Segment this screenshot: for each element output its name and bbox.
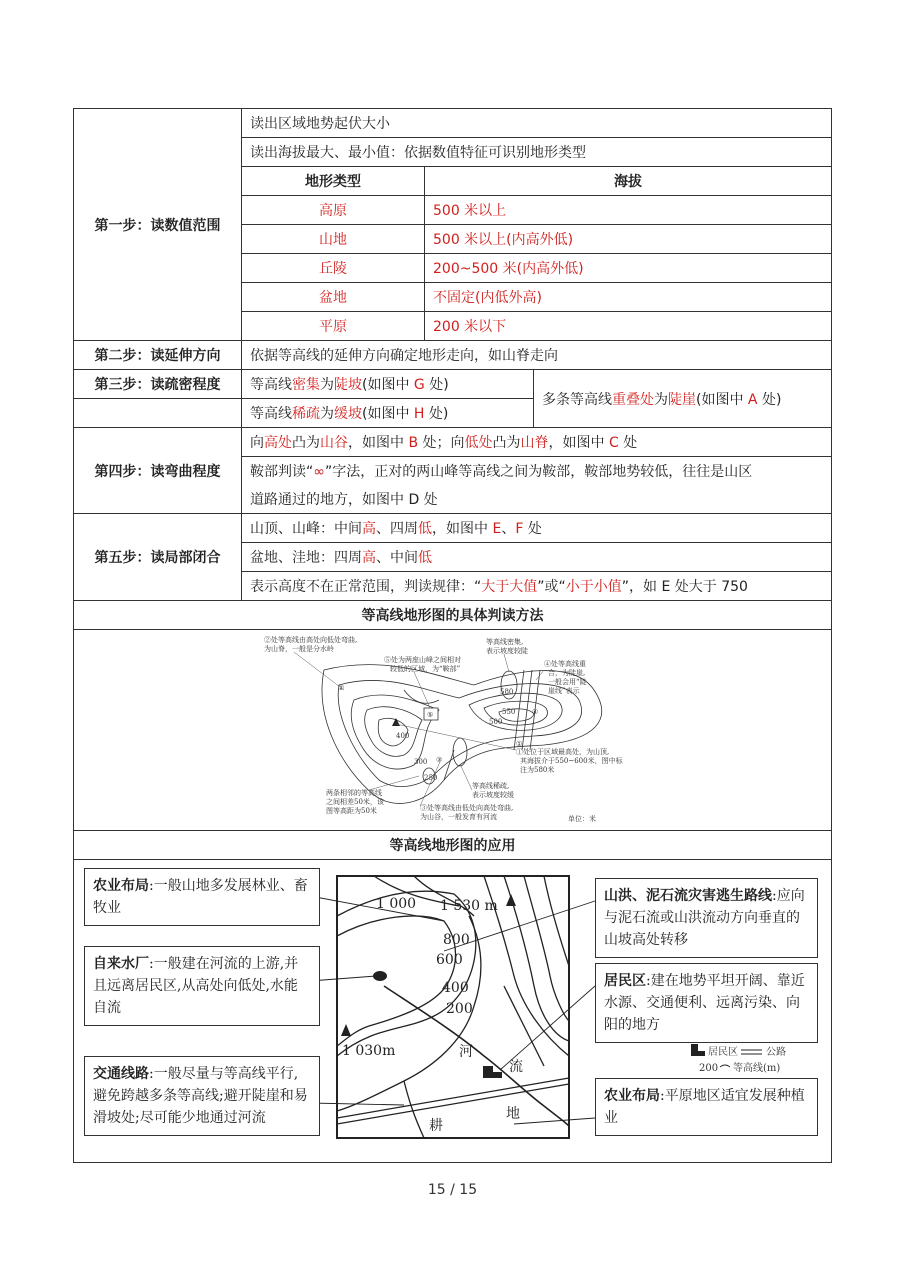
- step5-line3: 表示高度不在正常范围，判读规律：“大于大值”或“小于小值”，如 E 处大于 750: [242, 572, 832, 601]
- contour-label-200: 200: [446, 1001, 473, 1017]
- svg-text:注为580米: 注为580米: [520, 766, 555, 774]
- legend-road: 公路: [766, 1047, 786, 1058]
- svg-text:图等高距为50米: 图等高距为50米: [326, 807, 377, 815]
- section-title-reading-methods: 等高线地形图的具体判读方法: [74, 601, 832, 630]
- svg-text:崖线”表示: 崖线”表示: [548, 687, 580, 695]
- step5-line2: 盆地、洼地：四周高、中间低: [242, 543, 832, 572]
- contour-num: 400: [396, 732, 410, 740]
- svg-text:合，为陡崖,: 合，为陡崖,: [548, 669, 586, 677]
- figure1-cell: [74, 630, 832, 831]
- river-label-liu: 流: [509, 1059, 523, 1075]
- terrain-altitude: 200~500 米(内高外低): [425, 254, 832, 283]
- peak-label-1030: 1 030m: [342, 1043, 396, 1059]
- contour-label-400: 400: [442, 980, 469, 996]
- contour-num: 580: [500, 688, 514, 696]
- step3-steep-slope: 等高线密集为陡坡(如图中 G 处): [242, 370, 534, 399]
- step3-label: 第三步：读疏密程度: [74, 370, 242, 399]
- step4-line2: 鞍部判读“∞”字法，正对的两山峰等高线之间为鞍部，鞍部地势较低，往往是山区: [242, 457, 832, 486]
- svg-text:其海拔介于550~600米，图中标: 其海拔介于550~600米，图中标: [520, 757, 623, 765]
- section-title-applications: 等高线地形图的应用: [74, 831, 832, 860]
- terrain-type: 盆地: [242, 283, 425, 312]
- contour-num: 250: [424, 774, 438, 782]
- terrain-type: 高原: [242, 196, 425, 225]
- legend-residential: 居民区: [708, 1047, 738, 1058]
- svg-text:一般会用“陡: 一般会用“陡: [548, 678, 587, 686]
- svg-text:单位：米: 单位：米: [568, 815, 596, 823]
- farmland-label-geng: 耕: [429, 1118, 443, 1134]
- svg-text:④处等高线重: ④处等高线重: [544, 660, 586, 668]
- terrain-altitude: 500 米以上: [425, 196, 832, 225]
- step2-text: 依据等高线的延伸方向确定地形走向，如山脊走向: [242, 341, 832, 370]
- terrain-type: 丘陵: [242, 254, 425, 283]
- mark-4: ④: [532, 708, 539, 716]
- contour-reading-figure: [74, 630, 830, 826]
- svg-text:②处等高线由高处向低处弯曲,: ②处等高线由高处向低处弯曲,: [264, 636, 358, 644]
- mark-5: ⑤: [427, 711, 434, 719]
- svg-text:①处位于区域最高处，为山顶,: ①处位于区域最高处，为山顶,: [516, 748, 610, 756]
- terrain-type: 山地: [242, 225, 425, 254]
- contour-label-1530: 1 530 m: [440, 898, 498, 914]
- step3-blank: [74, 399, 242, 428]
- svg-text:之间相差50米，该: 之间相差50米，该: [326, 798, 384, 806]
- agri-layout-plain-box: 农业布局:平原地区适宜发展种植业: [595, 1078, 818, 1136]
- mark-1: ①: [516, 740, 523, 748]
- terrain-type-header: 地形类型: [242, 167, 425, 196]
- legend-contour-value: 200: [699, 1063, 719, 1074]
- svg-text:⑤处为两座山峰之间相对: ⑤处为两座山峰之间相对: [384, 656, 461, 664]
- step1-label: 第一步：读数值范围: [74, 109, 242, 341]
- terrain-altitude: 200 米以下: [425, 312, 832, 341]
- svg-text:两条相邻的等高线: 两条相邻的等高线: [326, 789, 382, 797]
- step1-line2: 读出海拔最大、最小值：依据数值特征可识别地形类型: [242, 138, 832, 167]
- step4-label: 第四步：读弯曲程度: [74, 428, 242, 514]
- step1-line1: 读出区域地势起伏大小: [242, 109, 832, 138]
- svg-text:为山脊，一般是分水岭: 为山脊，一般是分水岭: [264, 645, 334, 653]
- mark-3: ③: [436, 756, 443, 764]
- step4-line1: 向高处凸为山谷，如图中 B 处；向低处凸为山脊，如图中 C 处: [242, 428, 832, 457]
- contour-label-1000: 1 000: [376, 896, 417, 912]
- contour-num: 300: [414, 758, 428, 766]
- svg-text:表示坡度较缓: 表示坡度较缓: [472, 791, 514, 799]
- river-label-he: 河: [459, 1044, 473, 1060]
- svg-text:表示坡度较陡: 表示坡度较陡: [486, 647, 528, 655]
- svg-text:较低的区域，为“鞍部”: 较低的区域，为“鞍部”: [390, 665, 461, 673]
- terrain-altitude: 500 米以上(内高外低): [425, 225, 832, 254]
- svg-text:③处等高线由低处向高处弯曲,: ③处等高线由低处向高处弯曲,: [420, 804, 514, 812]
- contour-num: 500: [489, 718, 503, 726]
- step4-line3: 道路通过的地方，如图中 D 处: [242, 485, 832, 514]
- svg-text:等高线密集,: 等高线密集,: [486, 638, 524, 646]
- contour-label-600: 600: [436, 952, 463, 968]
- contour-num: 550: [502, 708, 516, 716]
- agri-layout-mountain-box: 农业布局:一般山地多发展林业、畜牧业: [84, 868, 320, 926]
- svg-text:等高线稀疏,: 等高线稀疏,: [472, 782, 510, 790]
- step3-gentle-slope: 等高线稀疏为缓坡(如图中 H 处): [242, 399, 534, 428]
- contour-label-800: 800: [443, 932, 470, 948]
- terrain-altitude: 不固定(内低外高): [425, 283, 832, 312]
- legend-contour: 等高线(m): [733, 1063, 781, 1074]
- svg-text:为山谷，一般发育有河流: 为山谷，一般发育有河流: [420, 813, 497, 821]
- traffic-route-box: 交通线路:一般尽量与等高线平行,避免跨越多条等高线;避开陡崖和易滑坡处;尽可能少地通过河流: [84, 1056, 320, 1136]
- terrain-type: 平原: [242, 312, 425, 341]
- step5-label: 第五步：读局部闭合: [74, 514, 242, 601]
- mark-2: ②: [338, 684, 345, 692]
- step2-label: 第二步：读延伸方向: [74, 341, 242, 370]
- water-plant-box: 自来水厂:一般建在河流的上游,并且远离居民区,从高处向低处,水能自流: [84, 946, 320, 1026]
- step3-cliff: 多条等高线重叠处为陡崖(如图中 A 处): [534, 370, 832, 428]
- farmland-label-di: 地: [506, 1106, 520, 1122]
- page-number: 15 / 15: [427, 1182, 478, 1198]
- step5-line1: 山顶、山峰：中间高、四周低，如图中 E、F 处: [242, 514, 832, 543]
- residential-box: 居民区:建在地势平坦开阔、靠近水源、交通便利、远离污染、向阳的地方: [595, 963, 818, 1043]
- altitude-header: 海拔: [425, 167, 832, 196]
- escape-route-box: 山洪、泥石流灾害逃生路线:应向与泥石流或山洪流动方向垂直的山坡高处转移: [595, 878, 818, 958]
